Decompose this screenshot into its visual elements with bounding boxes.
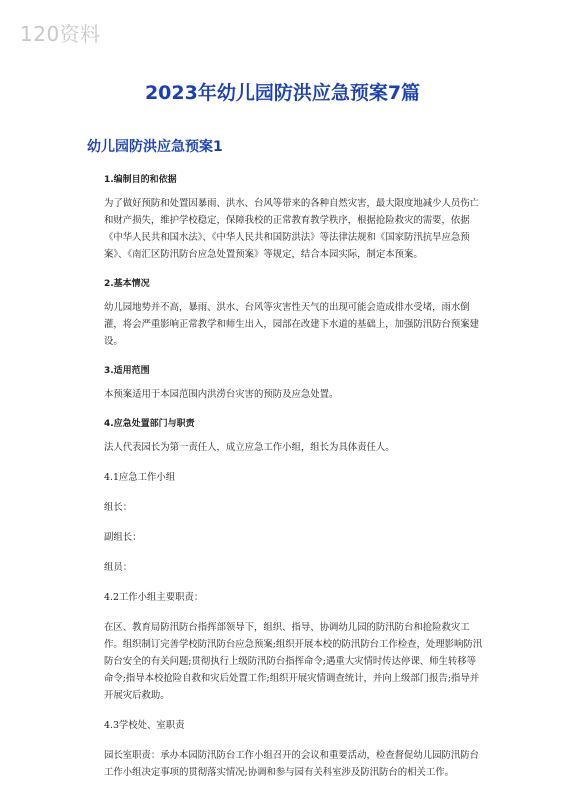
paragraph-group-duties: 在区、教育局防汛防台指挥部领导下，组织、指导、协调幼儿园的防汛防台和抢险救灾工作。组织制订完善学校防汛防台应急预案;组织开展本校的防汛防台工作检查，处理影响防汛防台安全的有关问题;贯彻执行上级防汛防台指挥命令;遇重大灾情时传达停课、师生转移等命令;指导本校抢险自救和灾后处置工作;组织开展灾情调查统计，并向上级部门报告;指导并开展灾后救助。: [104, 622, 483, 701]
paragraph-basic-situation: 幼儿园地势并不高，暴雨、洪水、台风等灾害性天气的出现可能会造成排水受堵，雨水倒灌，将会严重影响正常教学和师生出入，园部在改建下水道的基础上，加强防汛防台预案建设。: [104, 302, 480, 347]
subheading-4-1: 4.1应急工作小组: [104, 472, 176, 483]
field-members: 组员：: [104, 562, 133, 573]
paragraph-purpose: 为了做好预防和处置因暴雨、洪水、台风等带来的各种自然灾害，最大限度地减少人员伤亡和财产损失，维护学校稳定，保障我校的正常教育教学秩序，根据抢险救灾的需要，依据《中华人民共和国水法》、《中华人民共和国防洪法》等法律法规和《国家防汛抗旱应急预案》、《南汇区防汛防台应急处置预案》等规定，结合本园实际，制定本预案。: [104, 198, 480, 260]
heading-scope: 3.适用范围: [104, 366, 150, 376]
watermark: 120资料: [20, 22, 101, 46]
subheading-4-2: 4.2工作小组主要职责：: [104, 592, 204, 603]
heading-purpose: 1.编制目的和依据: [104, 175, 177, 185]
paragraph-responsible: 法人代表园长为第一责任人，成立应急工作小组，组长为具体责任人。: [104, 442, 395, 453]
paragraph-office-duties: 园长室职责：承办本园防汛防台工作小组召开的会议和重要活动，检查督促幼儿园防汛防台工作小组决定事项的贯彻落实情况;协调和参与园有关科室涉及防汛防台的相关工作。: [104, 750, 480, 778]
subheading-4-3: 4.3学校处、室职责: [104, 720, 185, 731]
section-title: 幼儿园防洪应急预案1: [87, 139, 223, 155]
paragraph-scope: 本预案适用于本园范围内洪涝台灾害的预防及应急处置。: [104, 389, 339, 400]
document-title: 2023年幼儿园防洪应急预案7篇: [144, 82, 421, 104]
heading-departments: 4.应急处置部门与职责: [104, 419, 195, 429]
field-leader: 组长：: [104, 502, 133, 513]
document-body: [87, 172, 483, 789]
heading-basic-situation: 2.基本情况: [104, 279, 150, 289]
field-deputy-leader: 副组长：: [104, 532, 142, 543]
